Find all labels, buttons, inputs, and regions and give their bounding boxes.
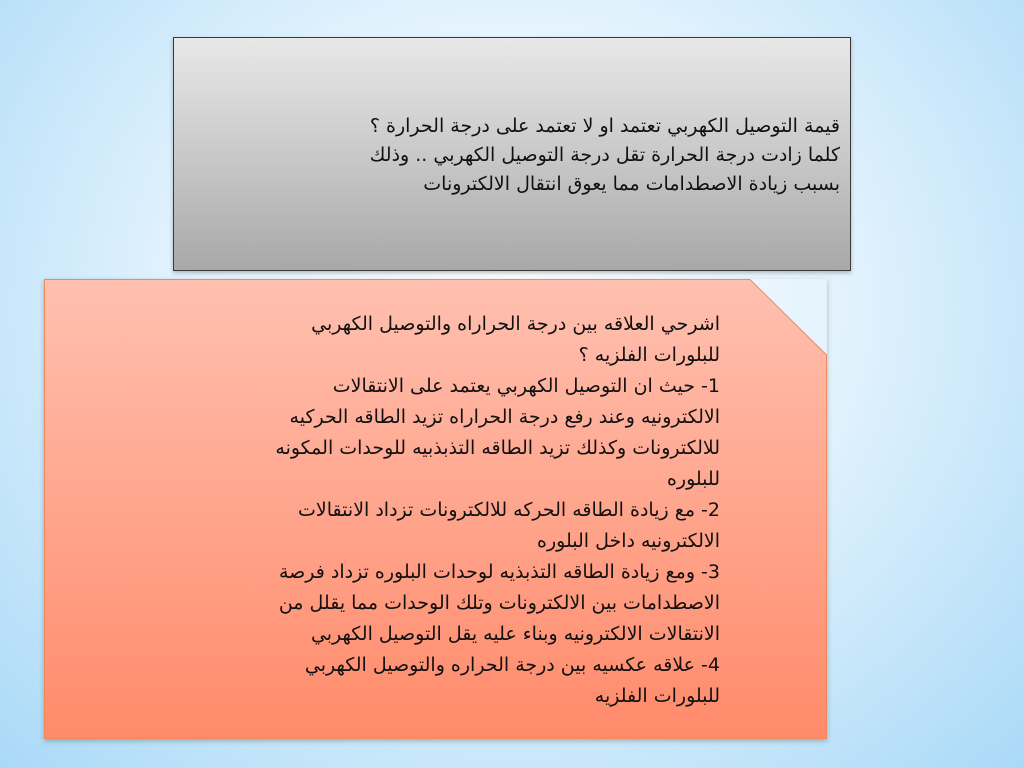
explanation-line: للبلورات الفلزيه ؟ <box>578 344 720 366</box>
explanation-line: الاصطدامات بين الالكترونات وتلك الوحدات مما يقلل من <box>278 592 720 614</box>
explanation-box <box>44 279 827 739</box>
explanation-line: اشرحي العلاقه بين درجة الحراراه والتوصيل الكهربي <box>311 313 720 335</box>
question-box <box>173 37 851 271</box>
question-line: قيمة التوصيل الكهربي تعتمد او لا تعتمد على درجة الحرارة ؟ <box>369 115 840 137</box>
explanation-line: 3- ومع زيادة الطاقه التذبذيه لوحدات البلوره تزداد فرصة <box>278 561 720 583</box>
explanation-line: الانتقالات الالكترونيه وبناء عليه يقل التوصيل الكهربي <box>310 623 720 645</box>
explanation-text <box>134 309 720 712</box>
explanation-line: الالكترونيه وعند رفع درجة الحراراه تزيد الطاقه الحركيه <box>289 406 720 428</box>
answer-line: بسبب زيادة الاصطدامات مما يعوق انتقال الالكترونات <box>423 173 840 195</box>
explanation-line: 1- حيث ان التوصيل الكهربي يعتمد على الانتقالات <box>332 375 720 397</box>
explanation-line: 2- مع زيادة الطاقه الحركه للالكترونات تزداد الانتقالات <box>298 499 720 521</box>
explanation-line: للالكترونات وكذلك تزيد الطاقه التذبذبيه للوحدات المكونه <box>275 437 720 459</box>
explanation-line: الالكترونيه داخل البلوره <box>537 530 720 552</box>
explanation-line: 4- علاقه عكسيه بين درجة الحراره والتوصيل الكهربي <box>304 654 720 676</box>
question-text <box>200 112 840 199</box>
explanation-line: للبلوره <box>666 468 720 490</box>
answer-line: كلما زادت درجة الحرارة تقل درجة التوصيل الكهربي .. وذلك <box>369 144 840 166</box>
explanation-line: للبلورات الفلزيه <box>594 685 720 707</box>
